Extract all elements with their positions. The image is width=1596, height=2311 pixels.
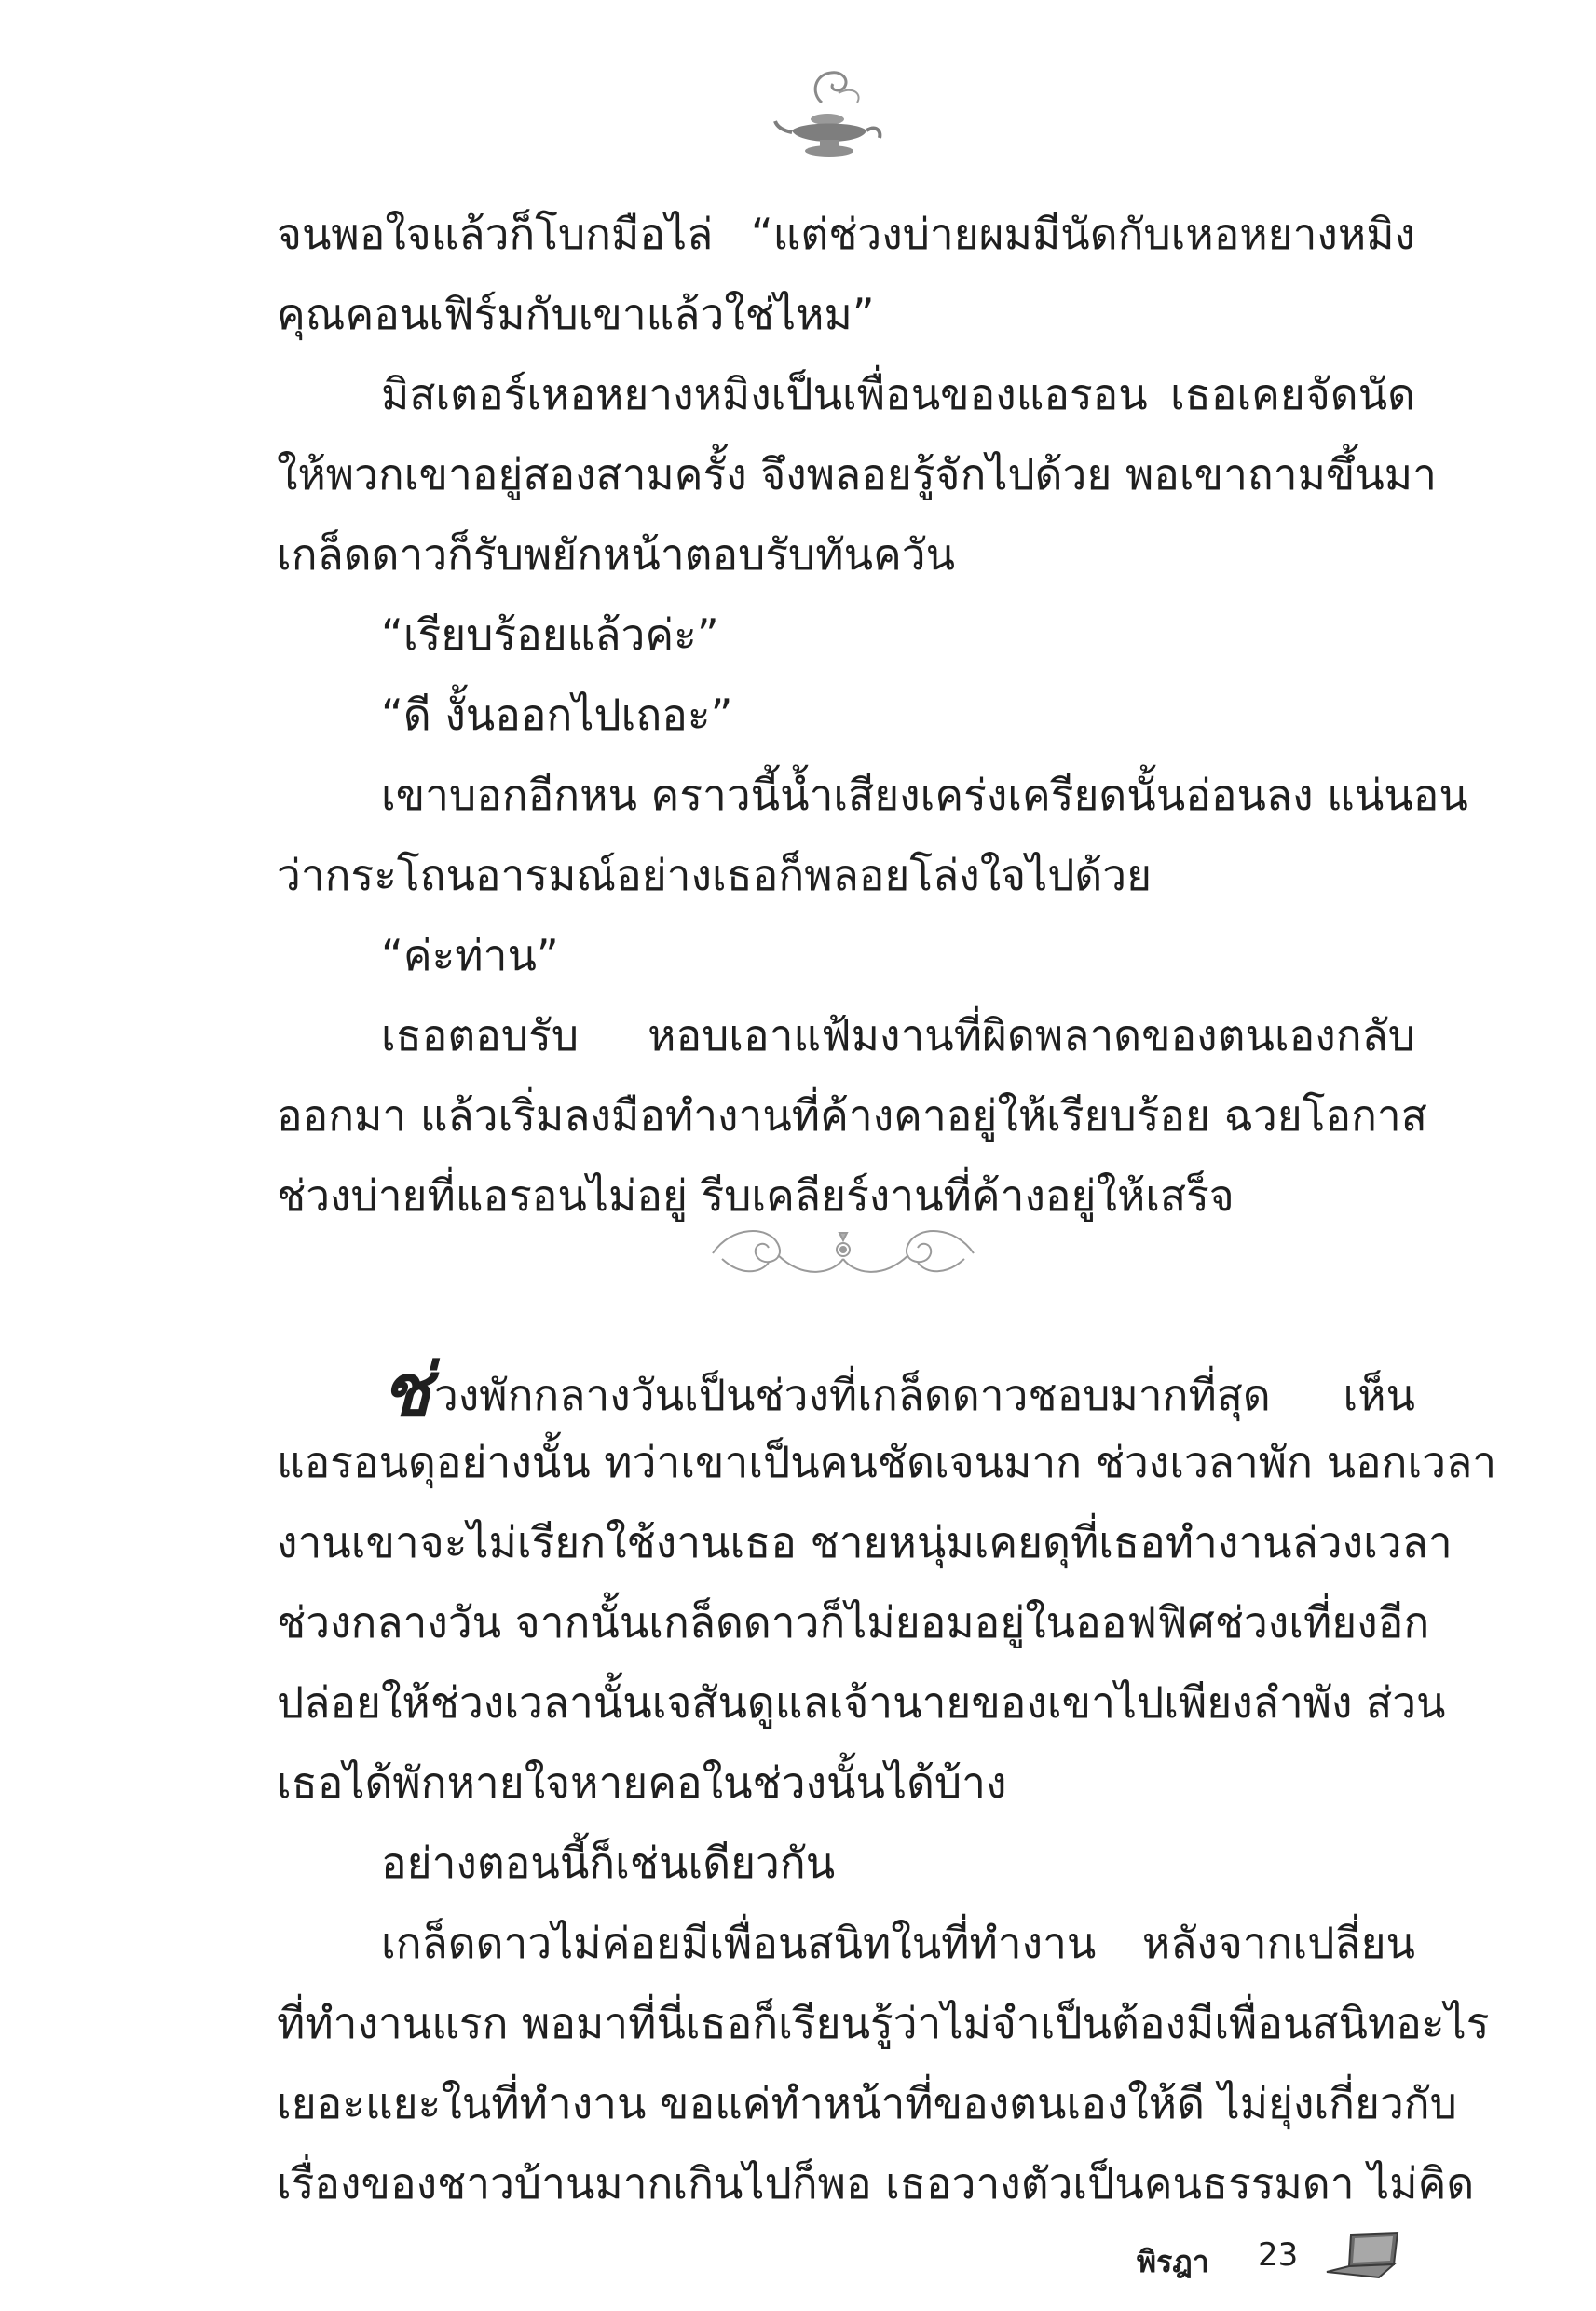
text-line: คุณคอนเฟิร์มกับเขาแล้วใช่ไหม”	[277, 289, 875, 339]
laptop-icon	[1323, 2231, 1401, 2283]
text-line: ให้พวกเขาอยู่สองสามครั้ง จึงพลอยรู้จักไปด้วย พอเขาถามขึ้นมา	[277, 449, 1437, 499]
text-line-first	[277, 1348, 1415, 1433]
text-line: ช่วงกลางวัน จากนั้นเกล็ดดาวก็ไม่ยอมอยู่ในออฟฟิศช่วงเที่ยงอีก	[277, 1597, 1430, 1648]
text-line: เกล็ดดาวก็รับพยักหน้าตอบรับทันควัน	[277, 529, 956, 580]
text-line: ช่วงบ่ายที่แอรอนไม่อยู่ รีบเคลียร์งานที่ค้างอยู่ให้เสร็จ	[277, 1170, 1235, 1221]
author-name: พิรฎา	[1137, 2244, 1209, 2279]
text-line: เขาบอกอีกหน คราวนี้น้ำเสียงเคร่งเครียดนั้นอ่อนลง แน่นอน	[381, 770, 1468, 820]
text-line: เธอได้พักหายใจหายคอในช่วงนั้นได้บ้าง	[277, 1757, 1007, 1808]
text-block-bottom	[277, 1348, 1497, 2208]
text-line: “ดี งั้นออกไปเถอะ”	[381, 690, 733, 740]
text-line: งานเขาจะไม่เรียกใช้งานเธอ ชายหนุ่มเคยดุที่เธอทำงานล่วงเวลา	[277, 1517, 1453, 1567]
text-line: เธอตอบรับ หอบเอาแฟ้มงานที่ผิดพลาดของตนเองกลับ	[381, 1010, 1415, 1060]
text-line: ออกมา แล้วเริ่มลงมือทำงานที่ค้างคาอยู่ให้เรียบร้อย ฉวยโอกาส	[277, 1090, 1427, 1141]
text-line: มิสเตอร์เหอหยางหมิงเป็นเพื่อนของแอรอน เธอเคยจัดนัด	[381, 369, 1415, 419]
text-line: ปล่อยให้ช่วงเวลานั้นเจสันดูแลเจ้านายของเขาไปเพียงลำพัง ส่วน	[277, 1677, 1446, 1728]
text-line: เกล็ดดาวไม่ค่อยมีเพื่อนสนิทในที่ทำงาน หลังจากเปลี่ยน	[381, 1918, 1415, 1968]
text-line: เรื่องของชาวบ้านมากเกินไปก็พอ เธอวางตัวเป็นคนธรรมดา ไม่คิด	[277, 2158, 1475, 2208]
text-line: แอรอนดุอย่างนั้น ทว่าเขาเป็นคนชัดเจนมาก ช่วงเวลาพัก นอกเวลา	[277, 1437, 1497, 1487]
text-line-rest: วงพักกลางวันเป็นช่วงที่เกล็ดดาวชอบมากที่สุด เห็น	[433, 1370, 1415, 1420]
text-line: จนพอใจแล้วก็โบกมือไล่ “แต่ช่วงบ่ายผมมีนัดกับเหอหยางหมิง	[277, 209, 1415, 259]
text-line: “ค่ะท่าน”	[381, 930, 559, 980]
magic-lamp-icon	[773, 65, 885, 168]
floral-divider-icon	[703, 1216, 983, 1291]
text-line: เยอะแยะในที่ทำงาน ขอแค่ทำหน้าที่ของตนเองให้ดี ไม่ยุ่งเกี่ยวกับ	[277, 2078, 1457, 2128]
page-number: 23	[1258, 2236, 1299, 2274]
text-line: ที่ทำงานแรก พอมาที่นี่เธอก็เรียนรู้ว่าไม่จำเป็นต้องมีเพื่อนสนิทอะไร	[277, 1998, 1490, 2048]
text-block-top	[277, 209, 1468, 1221]
text-line: ว่ากระโถนอารมณ์อย่างเธอก็พลอยโล่งใจไปด้วย	[277, 850, 1153, 900]
text-line: “เรียบร้อยแล้วค่ะ”	[381, 609, 719, 660]
page-footer	[1099, 2236, 1407, 2311]
drop-cap: ช่	[381, 1348, 430, 1433]
text-line: อย่างตอนนี้ก็เช่นเดียวกัน	[381, 1838, 836, 1888]
